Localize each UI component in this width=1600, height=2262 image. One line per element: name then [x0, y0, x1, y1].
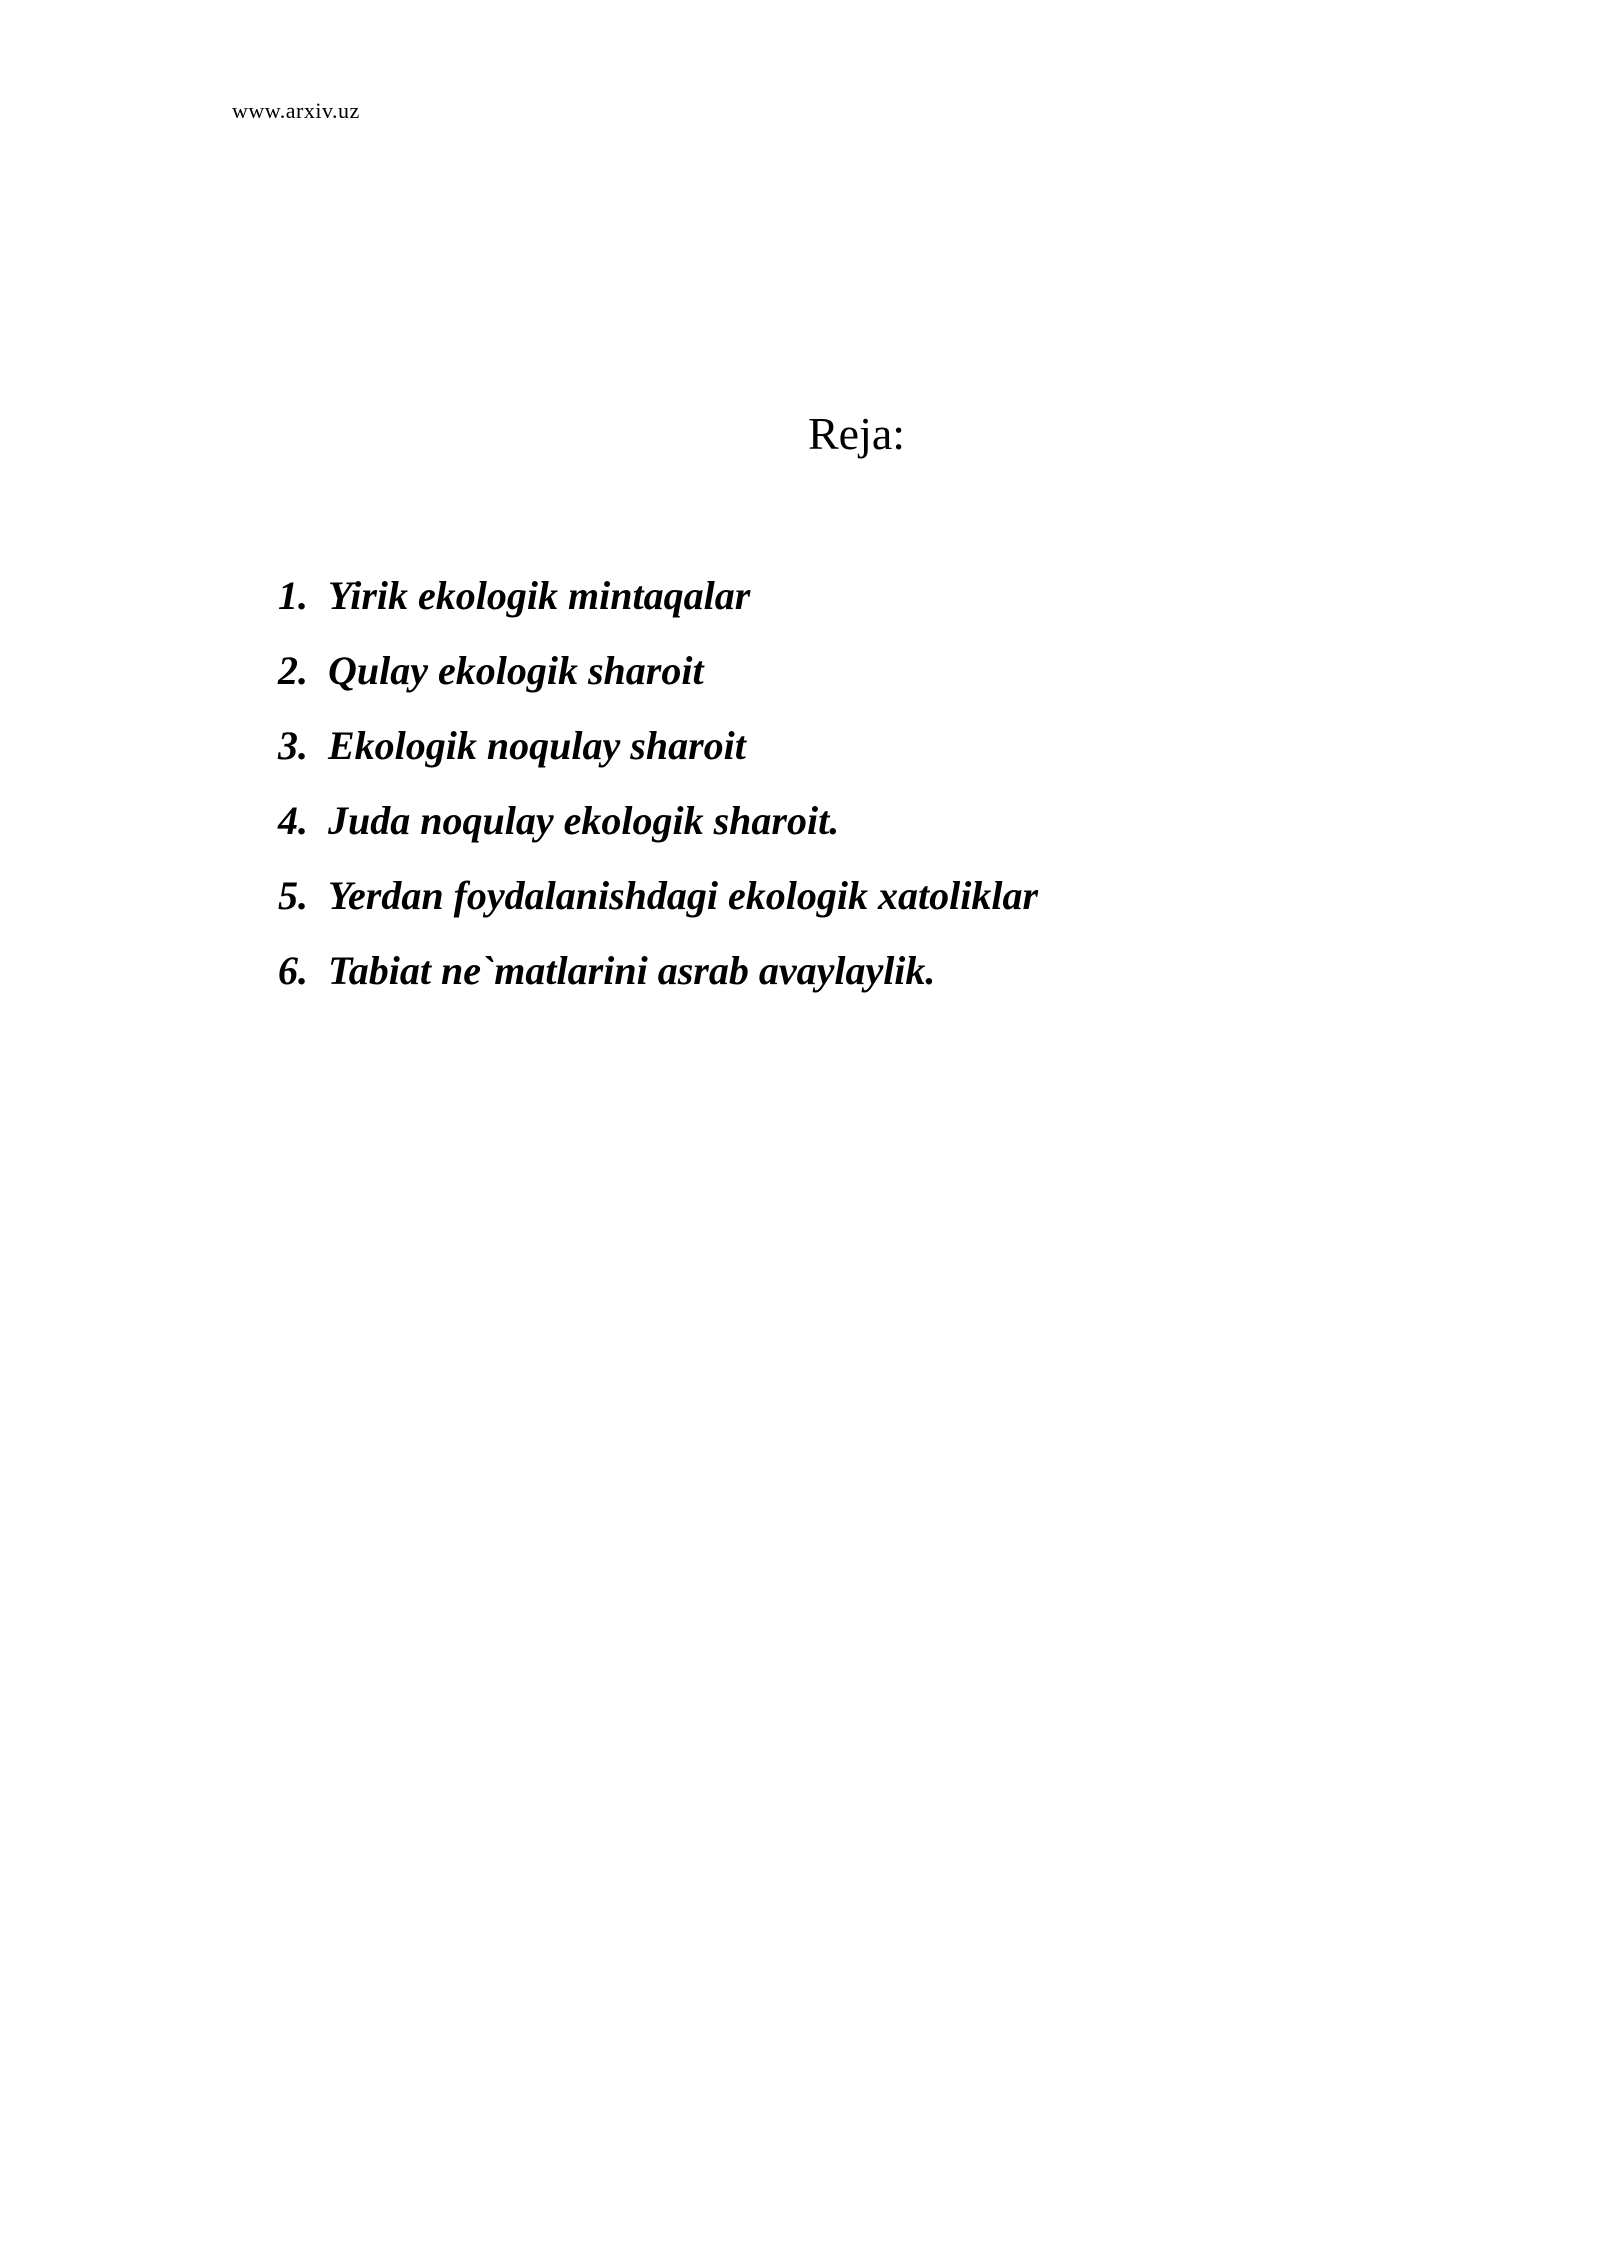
plan-item: [278, 868, 1038, 943]
plan-item-number: 3.: [278, 723, 308, 768]
plan-item: [278, 943, 1038, 1018]
plan-item-number: 5.: [278, 873, 308, 918]
plan-item: [278, 643, 1038, 718]
plan-item-number: 2.: [278, 648, 308, 693]
plan-item-text: Yirik ekologik mintaqalar: [328, 573, 751, 618]
header-url: www.arxiv.uz: [232, 98, 360, 123]
plan-item-text: Yerdan foydalanishdagi ekologik xatoliklar: [328, 873, 1039, 918]
plan-title: Reja:: [808, 408, 906, 459]
plan-item: [278, 793, 1038, 868]
plan-item-text: Juda noqulay ekologik sharoit.: [328, 798, 840, 843]
plan-item: [278, 718, 1038, 793]
plan-item: [278, 568, 1038, 643]
plan-item-number: 1.: [278, 573, 308, 618]
plan-list: [278, 568, 1038, 1018]
plan-item-number: 4.: [278, 798, 308, 843]
plan-item-text: Ekologik noqulay sharoit: [328, 723, 746, 768]
plan-item-text: Qulay ekologik sharoit: [328, 648, 704, 693]
plan-item-text: Tabiat ne`matlarini asrab avaylaylik.: [328, 948, 936, 993]
plan-item-number: 6.: [278, 948, 308, 993]
